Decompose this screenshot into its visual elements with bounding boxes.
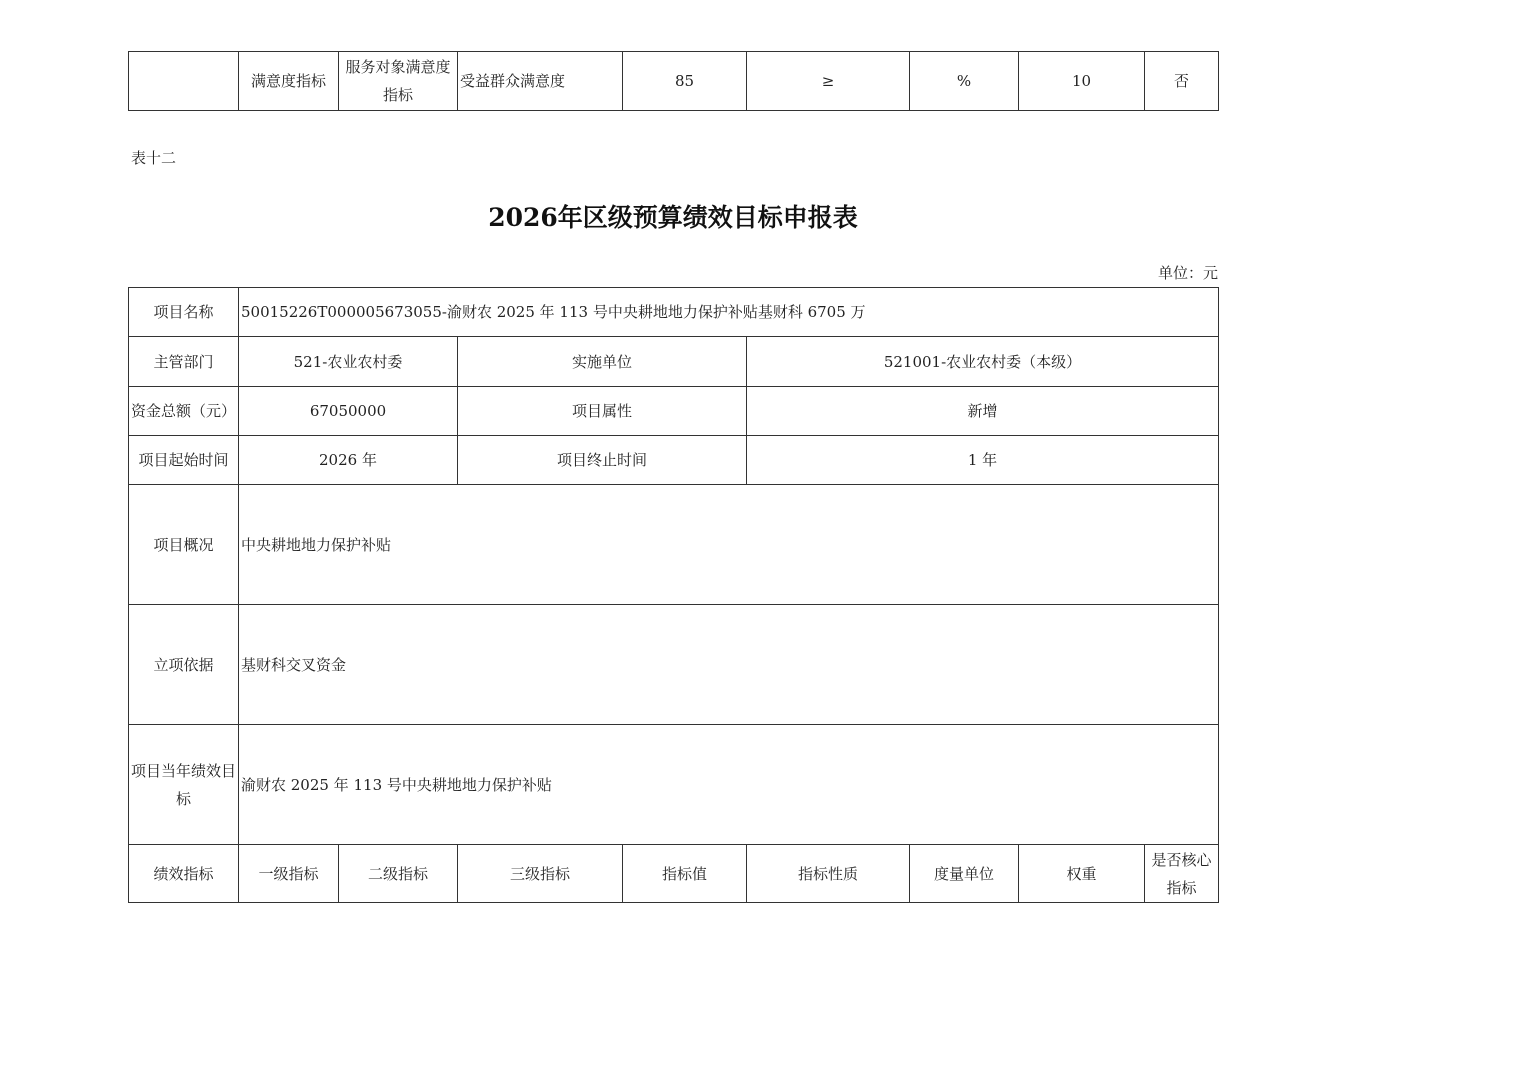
dept-value: 521-农业农村委	[239, 337, 458, 387]
attr-value: 新增	[747, 387, 1219, 436]
table-cell: 服务对象满意度指标	[339, 52, 458, 111]
start-label: 项目起始时间	[129, 436, 239, 485]
table-row	[129, 288, 1219, 337]
table-cell	[129, 52, 239, 111]
table-cell: 受益群众满意度	[458, 52, 623, 111]
basis-label: 立项依据	[129, 605, 239, 725]
header-cell: 是否核心指标	[1145, 845, 1219, 903]
previous-indicator-table	[128, 51, 1219, 111]
table-cell: 满意度指标	[239, 52, 339, 111]
basis-value: 基财科交叉资金	[239, 605, 1219, 725]
table-row	[129, 485, 1219, 605]
header-cell: 二级指标	[339, 845, 458, 903]
goal-value: 渝财农 2025 年 113 号中央耕地地力保护补贴	[239, 725, 1219, 845]
header-cell: 一级指标	[239, 845, 339, 903]
project-name-value: 50015226T000005673055-渝财农 2025 年 113 号中央耕地地力保护补贴基财科 6705 万	[239, 288, 1219, 337]
table-cell: 10	[1019, 52, 1145, 111]
overview-label: 项目概况	[129, 485, 239, 605]
start-value: 2026 年	[239, 436, 458, 485]
unit-label: 单位：元	[1157, 264, 1218, 282]
budget-target-table	[128, 287, 1219, 903]
fund-label: 资金总额（元）	[129, 387, 239, 436]
table-row	[129, 436, 1219, 485]
table-cell: ≥	[747, 52, 910, 111]
impl-value: 521001-农业农村委（本级）	[747, 337, 1219, 387]
dept-label: 主管部门	[129, 337, 239, 387]
header-cell: 三级指标	[458, 845, 623, 903]
table-cell: %	[910, 52, 1019, 111]
attr-label: 项目属性	[458, 387, 747, 436]
header-cell: 绩效指标	[129, 845, 239, 903]
table-row	[129, 725, 1219, 845]
table-row	[129, 387, 1219, 436]
header-cell: 指标性质	[747, 845, 910, 903]
project-name-label: 项目名称	[129, 288, 239, 337]
goal-label: 项目当年绩效目标	[129, 725, 239, 845]
table-row	[129, 605, 1219, 725]
header-cell: 指标值	[623, 845, 747, 903]
page-title: 2026年区级预算绩效目标申报表	[488, 203, 858, 232]
fund-value: 67050000	[239, 387, 458, 436]
table-row	[129, 337, 1219, 387]
header-cell: 权重	[1019, 845, 1145, 903]
indicator-header-row	[129, 845, 1219, 903]
end-label: 项目终止时间	[458, 436, 747, 485]
end-value: 1 年	[747, 436, 1219, 485]
table-cell: 否	[1145, 52, 1219, 111]
table-row	[129, 52, 1219, 111]
overview-value: 中央耕地地力保护补贴	[239, 485, 1219, 605]
table-caption: 表十二	[131, 149, 177, 167]
table-cell: 85	[623, 52, 747, 111]
header-cell: 度量单位	[910, 845, 1019, 903]
impl-label: 实施单位	[458, 337, 747, 387]
